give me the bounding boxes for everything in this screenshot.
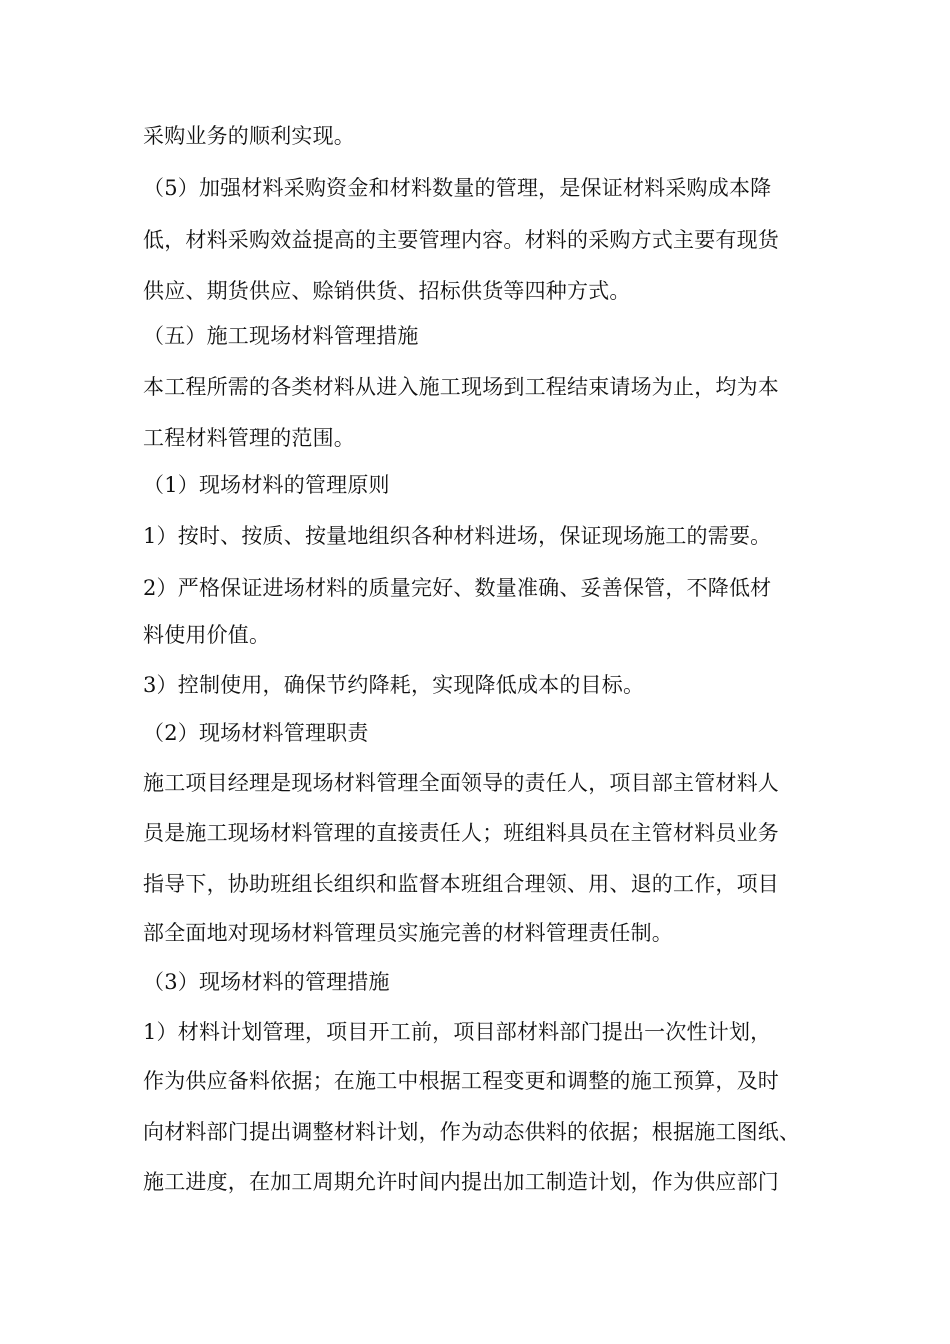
text-line: 作为供应备料依据；在施工中根据工程变更和调整的施工预算，及时 bbox=[143, 1069, 779, 1093]
text-line: 低，材料采购效益提高的主要管理内容。材料的采购方式主要有现货 bbox=[143, 228, 779, 252]
text-line: 工程材料管理的范围。 bbox=[143, 426, 355, 450]
subsection-heading: （3）现场材料的管理措施 bbox=[143, 970, 390, 994]
text-line: 供应、期货供应、赊销供货、招标供货等四种方式。 bbox=[143, 279, 631, 303]
text-line: （5）加强材料采购资金和材料数量的管理，是保证材料采购成本降 bbox=[143, 176, 772, 200]
text-line: 1）材料计划管理，项目开工前，项目部材料部门提出一次性计划， bbox=[143, 1020, 772, 1044]
subsection-heading: （1）现场材料的管理原则 bbox=[143, 473, 390, 497]
text-line: 1）按时、按质、按量地组织各种材料进场，保证现场施工的需要。 bbox=[143, 524, 772, 548]
text-line: 3）控制使用，确保节约降耗，实现降低成本的目标。 bbox=[143, 673, 645, 697]
section-heading: （五）施工现场材料管理措施 bbox=[143, 324, 419, 348]
text-line: 2）严格保证进场材料的质量完好、数量准确、妥善保管，不降低材 bbox=[143, 576, 772, 600]
text-line: 部全面地对现场材料管理员实施完善的材料管理责任制。 bbox=[143, 921, 673, 945]
text-line: 向材料部门提出调整材料计划，作为动态供料的依据；根据施工图纸、 bbox=[143, 1120, 801, 1144]
text-line: 采购业务的顺利实现。 bbox=[143, 124, 355, 148]
text-line: 施工项目经理是现场材料管理全面领导的责任人，项目部主管材料人 bbox=[143, 771, 779, 795]
text-line: 施工进度，在加工周期允许时间内提出加工制造计划，作为供应部门 bbox=[143, 1170, 779, 1194]
text-line: 料使用价值。 bbox=[143, 623, 271, 647]
text-line: 指导下，协助班组长组织和监督本班组合理领、用、退的工作，项目 bbox=[143, 872, 779, 896]
text-line: 本工程所需的各类材料从进入施工现场到工程结束请场为止，均为本 bbox=[143, 375, 779, 399]
text-line: 员是施工现场材料管理的直接责任人；班组料具员在主管材料员业务 bbox=[143, 821, 779, 845]
subsection-heading: （2）现场材料管理职责 bbox=[143, 721, 369, 745]
